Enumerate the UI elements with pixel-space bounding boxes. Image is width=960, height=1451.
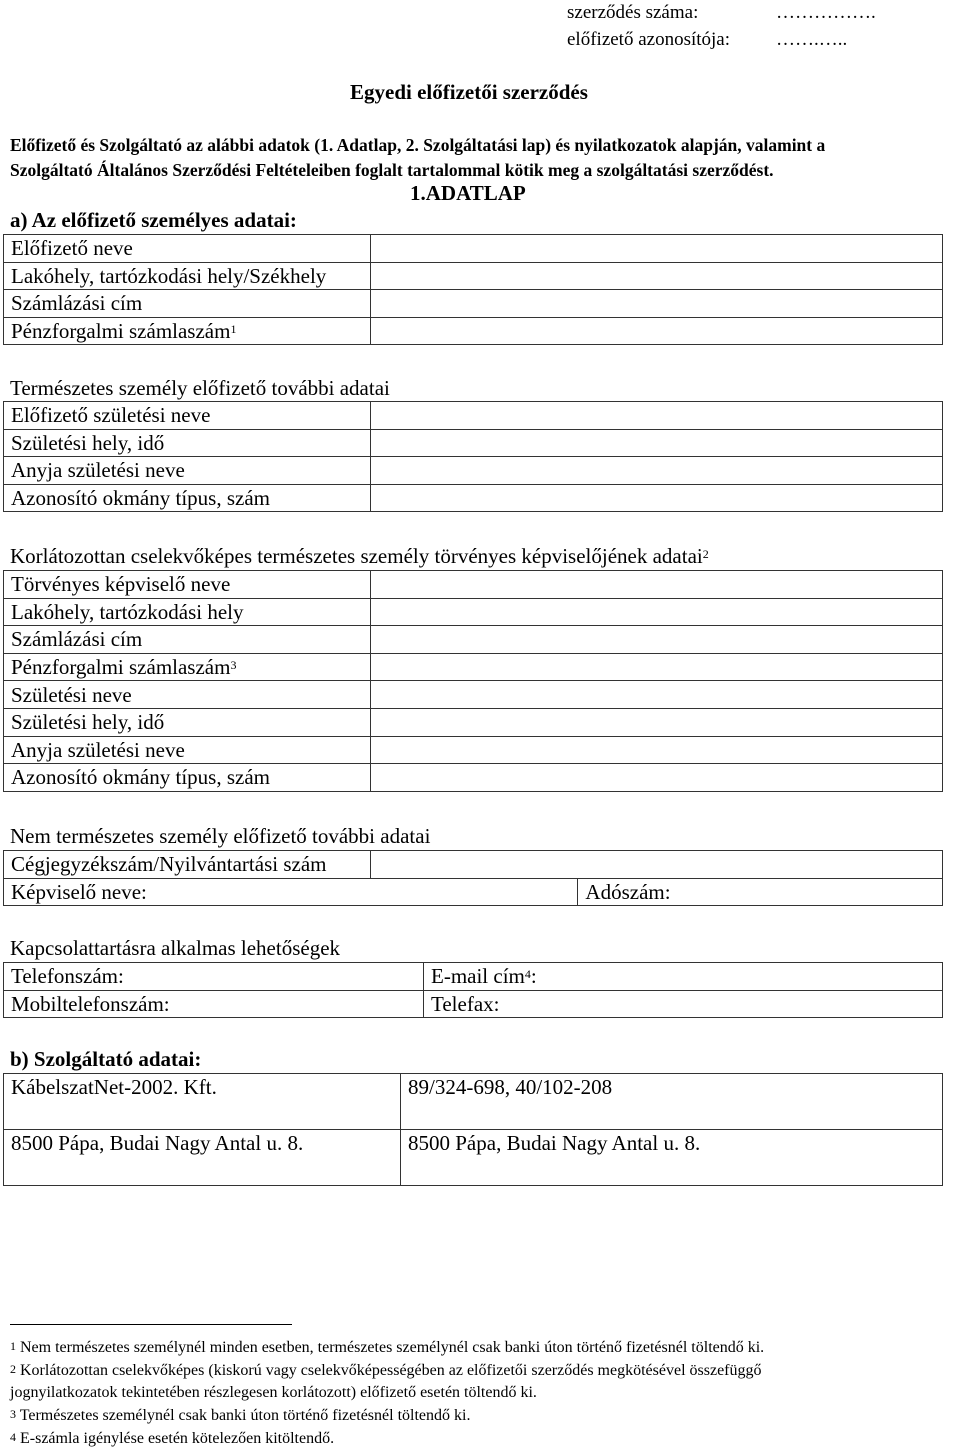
- table-row: [4, 708, 943, 736]
- mobile-field[interactable]: Mobiltelefonszám:: [4, 990, 424, 1018]
- input-cell[interactable]: [371, 598, 943, 626]
- table-row: [4, 235, 943, 263]
- table-row: [4, 1130, 943, 1186]
- provider-heading: b) Szolgáltató adatai:: [10, 1047, 202, 1071]
- fax-field[interactable]: Telefax:: [424, 990, 943, 1018]
- table-row: [4, 402, 943, 430]
- table-row: [4, 262, 943, 290]
- input-cell[interactable]: [371, 681, 943, 709]
- contract-number-label: szerződés száma:: [567, 2, 699, 23]
- input-cell[interactable]: [371, 708, 943, 736]
- row-label: Lakóhely, tartózkodási hely: [4, 598, 371, 626]
- email-field[interactable]: E-mail cím$^4$:: [424, 963, 943, 991]
- provider-address: 8500 Pápa, Budai Nagy Antal u. 8.: [4, 1130, 401, 1186]
- provider-table: [3, 1073, 943, 1186]
- company-reg-label: Cégjegyzékszám/Nyilvántartási szám: [4, 851, 371, 879]
- table-row: [4, 571, 943, 599]
- input-cell[interactable]: [371, 764, 943, 792]
- table-row: [4, 963, 943, 991]
- input-cell[interactable]: [371, 457, 943, 485]
- row-label: Azonosító okmány típus, szám: [4, 764, 371, 792]
- footnote-ref: 2: [702, 547, 709, 561]
- table-row: [4, 429, 943, 457]
- phone-field[interactable]: Telefonszám:: [4, 963, 424, 991]
- table-row: [4, 736, 943, 764]
- adatlap-heading: 1.ADATLAP: [410, 181, 526, 205]
- footnote-3: $^3$ Természetes személynél csak banki úton történő fizetésnél töltendő ki.: [10, 1407, 471, 1424]
- table-row: [4, 598, 943, 626]
- row-label: Születési hely, idő: [4, 429, 371, 457]
- provider-address-2: 8500 Pápa, Budai Nagy Antal u. 8.: [401, 1130, 943, 1186]
- input-cell[interactable]: [371, 429, 943, 457]
- row-label: Törvényes képviselő neve: [4, 571, 371, 599]
- footnote-4: $^4$ E-számla igénylése esetén kötelezően kitöltendő.: [10, 1430, 335, 1447]
- footnote-ref: 3: [230, 658, 237, 673]
- table-row: [4, 457, 943, 485]
- input-cell[interactable]: [371, 851, 943, 879]
- row-label: Pénzforgalmi számlaszám$^3$: [4, 653, 371, 681]
- contact-table: [3, 962, 943, 1018]
- row-label: Számlázási cím: [4, 290, 371, 318]
- non-natural-heading: Nem természetes személy előfizető további adatai: [10, 824, 431, 848]
- row-label: Azonosító okmány típus, szám: [4, 484, 371, 512]
- table-row: [4, 990, 943, 1018]
- table-row: [4, 626, 943, 654]
- row-label: Előfizető neve: [4, 235, 371, 263]
- table-row: [4, 484, 943, 512]
- row-label: Születési hely, idő: [4, 708, 371, 736]
- footnote-2: $^2$ Korlátozottan cselekvőképes (kiskorú vagy cselekvőképességében az előfizetői szerződés megkötésével összefüggő jognyilatkozatok tekintetében részlegesen korlátozott) előfizető esetén töltendő ki.: [10, 1362, 762, 1401]
- footnote-separator: [10, 1324, 292, 1325]
- legal-rep-heading: Korlátozottan cselekvőképes természetes személy törvényes képviselőjének adatai$^2$: [10, 544, 709, 568]
- natural-person-heading: Természetes személy előfizető további adatai: [10, 376, 390, 400]
- personal-data-table: [3, 234, 943, 345]
- input-cell[interactable]: [371, 653, 943, 681]
- input-cell[interactable]: [371, 290, 943, 318]
- footnote-1: $^1$ Nem természetes személynél minden esetben, természetes személynél csak banki úton történő fizetésnél töltendő ki.: [10, 1339, 765, 1356]
- document-title: Egyedi előfizetői szerződés: [350, 80, 588, 104]
- row-label: Anyja születési neve: [4, 457, 371, 485]
- section-a-heading: a) Az előfizető személyes adatai:: [10, 208, 297, 232]
- row-label: Anyja születési neve: [4, 736, 371, 764]
- input-cell[interactable]: [371, 484, 943, 512]
- tax-no-field[interactable]: Adószám:: [578, 878, 943, 906]
- table-row: [4, 317, 943, 345]
- input-cell[interactable]: [371, 317, 943, 345]
- input-cell[interactable]: [371, 262, 943, 290]
- natural-person-table: [3, 401, 943, 512]
- footnote-ref: 1: [230, 322, 237, 337]
- intro-paragraph: Előfizető és Szolgáltató az alábbi adatok (1. Adatlap, 2. Szolgáltatási lap) és nyilatkozatok alapján, valamint a Szolgáltató Általános Szerződési Feltételeiben foglalt tartalommal kötik meg a szolgáltatási szerződést.: [10, 135, 826, 180]
- contract-number-value: …………….: [776, 2, 876, 23]
- table-row: [4, 851, 943, 879]
- table-row: [4, 653, 943, 681]
- provider-name: KábelszatNet-2002. Kft.: [4, 1074, 401, 1130]
- provider-phones: 89/324-698, 40/102-208: [401, 1074, 943, 1130]
- subscriber-id-value: …….…..: [776, 29, 848, 50]
- row-label: Lakóhely, tartózkodási hely/Székhely: [4, 262, 371, 290]
- table-row: [4, 681, 943, 709]
- contact-heading: Kapcsolattartásra alkalmas lehetőségek: [10, 936, 341, 960]
- rep-name-field[interactable]: Képviselő neve:: [4, 878, 578, 906]
- row-label: Pénzforgalmi számlaszám$^1$: [4, 317, 371, 345]
- input-cell[interactable]: [371, 626, 943, 654]
- table-row: [4, 290, 943, 318]
- table-row: [4, 878, 943, 906]
- table-row: [4, 764, 943, 792]
- input-cell[interactable]: [371, 571, 943, 599]
- subscriber-id-label: előfizető azonosítója:: [567, 29, 731, 50]
- table-row: [4, 1074, 943, 1130]
- input-cell[interactable]: [371, 402, 943, 430]
- row-label: Előfizető születési neve: [4, 402, 371, 430]
- footnote-ref: 4: [524, 967, 531, 982]
- non-natural-table: [3, 850, 943, 906]
- input-cell[interactable]: [371, 736, 943, 764]
- legal-rep-table: [3, 570, 943, 792]
- row-label: Születési neve: [4, 681, 371, 709]
- row-label: Számlázási cím: [4, 626, 371, 654]
- input-cell[interactable]: [371, 235, 943, 263]
